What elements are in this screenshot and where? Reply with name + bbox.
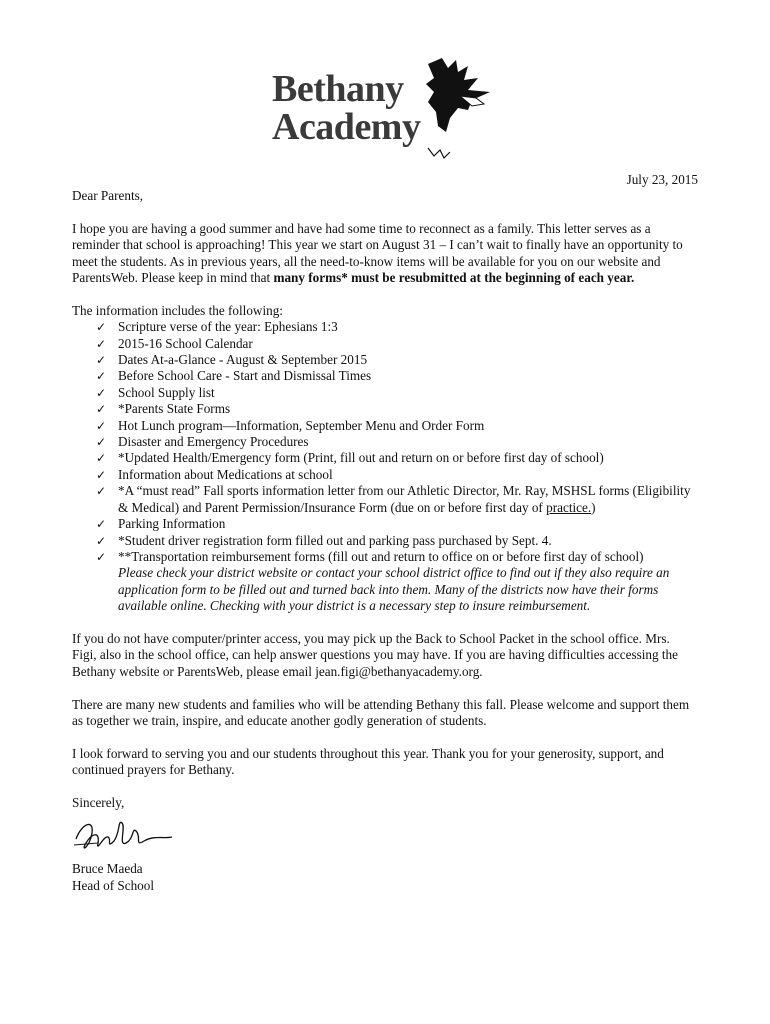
list-item: [88, 319, 692, 335]
eagle-icon: [398, 56, 494, 168]
checkmark-icon: ✓: [96, 353, 107, 368]
letter-date: July 23, 2015: [626, 172, 698, 187]
intro-paragraph: [72, 221, 692, 287]
list-item: [88, 385, 692, 401]
fall-sports-text: *A “must read” Fall sports information letter from our Athletic Director, Mr. Ray, MSHSL forms (Eligibility & Medical) and Parent Permission/Insurance Form (due on or before first day of: [118, 483, 691, 515]
list-item-text: Parking Information: [118, 516, 226, 532]
checkmark-icon: ✓: [96, 385, 107, 400]
checkmark-icon: ✓: [96, 533, 107, 548]
list-item: [88, 467, 692, 483]
list-item: [88, 401, 692, 417]
signer-name: Bruce Maeda: [72, 861, 143, 877]
signer-title: Head of School: [72, 877, 155, 893]
checkmark-icon: ✓: [96, 336, 107, 351]
list-item-text: **Transportation reimbursement forms (fill out and return to office on or before first day of school): [118, 548, 644, 564]
list-item-text: Before School Care - Start and Dismissal Times: [118, 368, 372, 384]
list-item-text: Hot Lunch program—Information, September Menu and Order Form: [118, 417, 485, 433]
salutation: Dear Parents,: [72, 188, 144, 203]
checkmark-icon: ✓: [96, 549, 107, 564]
checkmark-icon: ✓: [96, 402, 107, 417]
bethany-academy-logo: [272, 56, 492, 168]
list-item-text: School Supply list: [118, 384, 215, 400]
fall-sports-end: ): [591, 499, 596, 515]
logo-line-1: Bethany: [272, 68, 404, 110]
list-item: [88, 533, 692, 549]
list-item-text: Disaster and Emergency Procedures: [118, 434, 309, 450]
transport-note: Please check your district website or contact your school district office to find out if they also require an application form to be filled out and turned back into them. Many of the districts now have their forms available online. Checking with your district is a necessary step to insure reimbursement.: [118, 565, 670, 614]
intro-text: I hope you are having a good summer and have had some time to reconnect as a family. This letter serves as a reminder that school is approaching! This year we start on August 31 – I can’t wait to finally have an opportunity to meet the students. As in previous years, all the need-to-know items will be available for you on our website and ParentsWeb. Please keep in mind that: [72, 220, 683, 286]
list-item: [88, 352, 692, 368]
signature-image: [72, 813, 182, 859]
list-heading: The information includes the following:: [72, 302, 283, 318]
welcome-paragraph: There are many new students and families who will be attending Bethany this fall. Please welcome and support them as together we train, inspire, and educate another godly generation of students.: [72, 696, 690, 728]
letter-body: [72, 188, 692, 894]
list-item-text: *Parents State Forms: [118, 401, 231, 417]
list-item-text: *Student driver registration form filled out and parking pass purchased by Sept. 4.: [118, 532, 552, 548]
closing-paragraph: I look forward to serving you and our students throughout this year. Thank you for your generosity, support, and continued prayers for Bethany.: [72, 745, 664, 778]
logo-line-2: Academy: [272, 106, 421, 148]
checkmark-icon: ✓: [96, 484, 107, 499]
list-item: [88, 368, 692, 384]
list-item-text: Information about Medications at school: [118, 466, 333, 482]
access-paragraph: If you do not have computer/printer access, you may pick up the Back to School Packet in the school office. Mrs. Figi, also in the school office, can help answer questions you may have. If you are having difficulties accessing the Bethany website or ParentsWeb, please email jean.figi@bethanyacademy.org.: [72, 630, 678, 679]
list-item-text: *Updated Health/Emergency form (Print, fill out and return on or before first day of school): [118, 450, 604, 466]
list-item-text: Dates At-a-Glance - August & September 2015: [118, 352, 368, 368]
checkmark-icon: ✓: [96, 369, 107, 384]
list-item: [88, 336, 692, 352]
list-item: [88, 450, 692, 466]
list-item: [88, 434, 692, 450]
list-item-transportation: [88, 549, 692, 615]
checkmark-icon: ✓: [96, 418, 107, 433]
list-item: [88, 418, 692, 434]
list-item-fall-sports: [88, 483, 692, 516]
list-item-text: 2015-16 School Calendar: [118, 335, 253, 351]
signoff: Sincerely,: [72, 794, 125, 810]
checkmark-icon: ✓: [96, 320, 107, 335]
info-checklist: [72, 319, 692, 614]
checkmark-icon: ✓: [96, 451, 107, 466]
checkmark-icon: ✓: [96, 517, 107, 532]
intro-bold-text: many forms* must be resubmitted at the beginning of each year.: [273, 270, 635, 286]
checkmark-icon: ✓: [96, 467, 107, 482]
practice-underlined: practice.: [546, 499, 592, 515]
list-item: [88, 516, 692, 532]
checkmark-icon: ✓: [96, 435, 107, 450]
list-item-text: Scripture verse of the year: Ephesians 1:3: [118, 319, 338, 335]
